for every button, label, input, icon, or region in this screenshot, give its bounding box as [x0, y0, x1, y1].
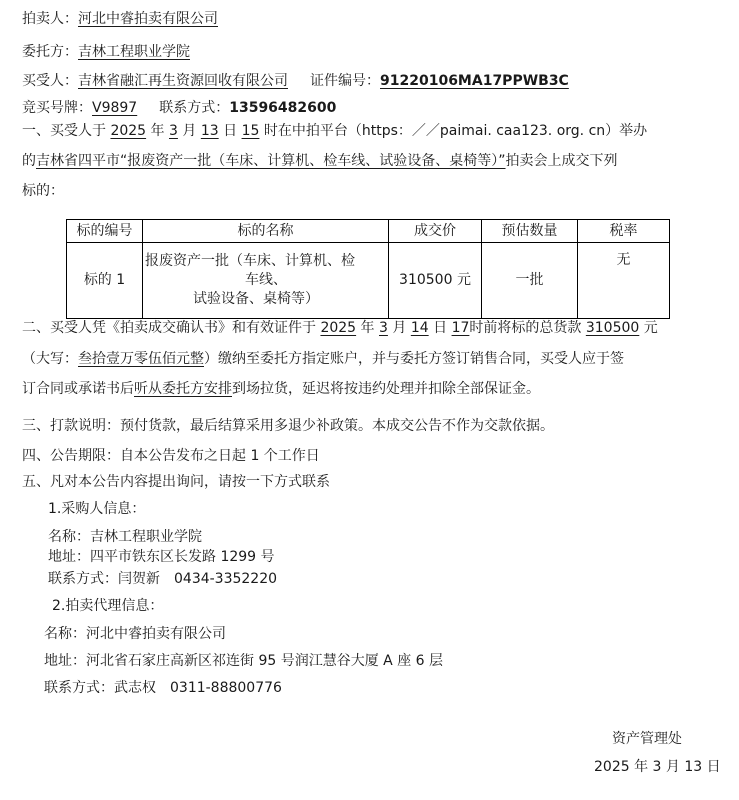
- s1-day: 13: [200, 123, 219, 139]
- s1-text: 时在中拍平台（https：／／paimai. caa123. org. cn）举办: [259, 123, 648, 139]
- amount-in-words: 叁拾壹万零伍佰元整: [78, 351, 204, 367]
- auctioneer-line: [22, 9, 218, 29]
- s1-text: 的: [22, 153, 36, 169]
- agent-address: 地址：河北省石家庄高新区祁连街 95 号润江慧谷大厦 A 座 6 层: [44, 653, 443, 669]
- purchaser-title: 1.采购人信息：: [48, 501, 146, 517]
- lot-table: [66, 219, 670, 319]
- auctioneer-value: 河北中睿拍卖有限公司: [78, 11, 218, 27]
- cell-lot-id: 标的 1: [67, 243, 143, 319]
- buyer-line: [22, 71, 569, 91]
- cell-quantity: 一批: [482, 243, 578, 319]
- s2-text: 订合同或承诺书后: [22, 381, 134, 397]
- cert-label: 证件编号：: [310, 73, 380, 89]
- section2-line1: [22, 318, 658, 338]
- contact-label: 联系方式：: [159, 100, 230, 116]
- s2-hour: 17: [451, 320, 470, 336]
- purchaser-contact: 联系方式：闫贺新 0434-3352220: [48, 571, 278, 587]
- section3: 三、打款说明：预付货款，最后结算采用多退少补政策。本成交公告不作为交款依据。: [22, 418, 554, 434]
- table-header-row: [67, 220, 670, 243]
- cert-value: 91220106MA17PPWB3C: [380, 73, 569, 89]
- s2-day: 14: [410, 320, 429, 336]
- s2-amount: 310500: [585, 320, 640, 336]
- s1-month: 3: [169, 123, 178, 139]
- section1-line1: [22, 121, 647, 141]
- consignor-value: 吉林工程职业学院: [78, 44, 190, 60]
- lot-name-line: 试验设备、桌椅等）: [193, 291, 319, 307]
- s1-hour: 15: [241, 123, 260, 139]
- s2-text: 年: [356, 320, 379, 336]
- section2-line3: [22, 379, 540, 399]
- bid-label: 竞买号牌：: [22, 100, 92, 116]
- s2-text: 二、买受人凭《拍卖成交确认书》和有效证件于: [22, 320, 321, 336]
- cell-lot-name: [143, 243, 389, 319]
- contact-value: 13596482600: [229, 100, 337, 116]
- section1-line2: [22, 151, 618, 171]
- buyer-value: 吉林省融汇再生资源回收有限公司: [78, 73, 288, 89]
- section1-line3: 标的：: [22, 183, 64, 199]
- s2-month: 3: [379, 320, 388, 336]
- footer-date: 2025 年 3 月 13 日: [594, 759, 721, 775]
- s1-text: 一、买受人于: [22, 123, 111, 139]
- s1-text: 年: [146, 123, 169, 139]
- agent-contact: 联系方式：武志权 0311-88800776: [44, 680, 282, 696]
- s2-text: 到场拉货，延迟将按违约处理并扣除全部保证金。: [232, 381, 540, 397]
- s1-text: 日: [218, 123, 242, 139]
- s2-text: （大写：: [22, 351, 78, 367]
- header-quantity: 预估数量: [482, 220, 578, 243]
- auction-title: 吉林省四平市“报废资产一批（车床、计算机、检车线、试验设备、桌椅等）”: [36, 153, 506, 169]
- s2-text: 元: [639, 320, 658, 336]
- purchaser-address: 地址：四平市铁东区长发路 1299 号: [48, 549, 275, 565]
- header-lot-name: 标的名称: [143, 220, 389, 243]
- section4: 四、公告期限：自本公告发布之日起 1 个工作日: [22, 448, 320, 464]
- section2-line2: [22, 349, 624, 369]
- s1-year: 2025: [110, 123, 147, 139]
- auctioneer-label: 拍卖人：: [22, 11, 78, 27]
- s2-text: 时前将标的总货款: [469, 320, 586, 336]
- bid-value: V9897: [92, 100, 138, 116]
- buyer-label: 买受人：: [22, 73, 78, 89]
- s2-year: 2025: [320, 320, 357, 336]
- header-lot-id: 标的编号: [67, 220, 143, 243]
- footer-dept: 资产管理处: [612, 731, 682, 747]
- s1-text: 月: [177, 123, 201, 139]
- purchaser-name: 名称：吉林工程职业学院: [48, 529, 202, 545]
- cell-tax: 无: [578, 243, 670, 319]
- bid-line: [22, 98, 336, 118]
- header-price: 成交价: [389, 220, 482, 243]
- table-row: [67, 243, 670, 319]
- agent-name: 名称：河北中睿拍卖有限公司: [44, 626, 226, 642]
- lot-name-line: 车线、: [245, 272, 287, 288]
- consignor-label: 委托方：: [22, 44, 78, 60]
- s1-text: 拍卖会上成交下列: [505, 153, 618, 169]
- lot-name-line: 报废资产一批（车床、计算机、检: [145, 253, 355, 269]
- s2-arrangement: 听从委托方安排: [134, 381, 232, 397]
- section5: 五、凡对本公告内容提出询问，请按一下方式联系: [22, 474, 330, 490]
- header-tax: 税率: [578, 220, 670, 243]
- cell-price: 310500 元: [389, 243, 482, 319]
- agent-title: 2.拍卖代理信息：: [52, 598, 164, 614]
- s2-text: 日: [428, 320, 452, 336]
- s2-text: 月: [387, 320, 411, 336]
- consignor-line: [22, 42, 190, 62]
- s2-text: ）缴纳至委托方指定账户，并与委托方签订销售合同，买受人应于签: [204, 351, 624, 367]
